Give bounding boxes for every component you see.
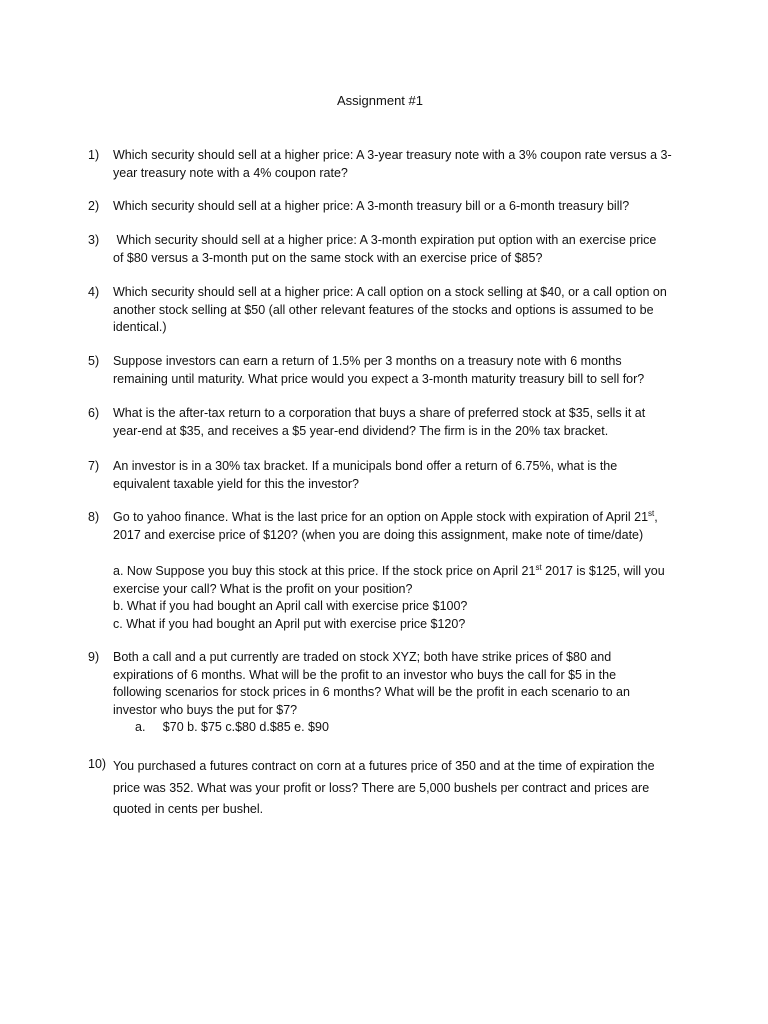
question-text bbox=[113, 353, 688, 388]
subpart-text-segment: a. Now Suppose you buy this stock at this price. If the stock price on April 21 bbox=[113, 564, 536, 578]
question-text bbox=[113, 147, 688, 182]
question-number: 2) bbox=[88, 199, 100, 213]
question-1 bbox=[88, 147, 688, 182]
question-line: of $80 versus a 3-month put on the same stock with an exercise price of $85? bbox=[113, 250, 543, 265]
question-number: 5) bbox=[88, 354, 100, 368]
question-text-segment: , bbox=[654, 510, 658, 524]
question-number: 3) bbox=[88, 233, 100, 247]
question-4 bbox=[88, 284, 688, 337]
question-line: expirations of 6 months. What will be the profit to an investor who buys the call for $5 in the bbox=[113, 667, 617, 682]
question-line: price was 352. What was your profit or loss? There are 5,000 bushels per contract and prices are bbox=[113, 780, 650, 795]
question-number: 1) bbox=[88, 148, 100, 162]
question-text bbox=[113, 756, 688, 821]
question-line: identical.) bbox=[113, 320, 167, 334]
question-line: another stock selling at $50 (all other relevant features of the stocks and options is assumed to be bbox=[113, 302, 654, 317]
question-text bbox=[113, 198, 688, 216]
superscript: st bbox=[535, 562, 542, 572]
question-text bbox=[113, 509, 688, 544]
question-text bbox=[113, 284, 688, 337]
subpart-a-line bbox=[113, 563, 683, 581]
question-line: Which security should sell at a higher price: A 3-year treasury note with a 3% coupon rate versus a 3- bbox=[113, 148, 672, 162]
question-6 bbox=[88, 405, 688, 440]
superscript: st bbox=[648, 508, 655, 518]
question-text bbox=[113, 649, 688, 737]
question-8 bbox=[88, 509, 688, 544]
question-line: Both a call and a put currently are traded on stock XYZ; both have strike prices of $80 and bbox=[113, 650, 612, 664]
scenario-list: a. $70 b. $75 c.$80 d.$85 e. $90 bbox=[135, 720, 329, 734]
question-line: An investor is in a 30% tax bracket. If a municipals bond offer a return of 6.75%, what is the bbox=[113, 459, 618, 473]
question-text-segment: Go to yahoo finance. What is the last price for an option on Apple stock with expiration of April 21 bbox=[113, 510, 649, 524]
question-line: What is the after-tax return to a corporation that buys a share of preferred stock at $35, sells it at bbox=[113, 406, 646, 420]
question-number: 6) bbox=[88, 406, 100, 420]
question-number: 10) bbox=[88, 757, 107, 771]
subpart-a-line: exercise your call? What is the profit on your position? bbox=[113, 581, 413, 596]
subpart-c: c. What if you had bought an April put with exercise price $120? bbox=[113, 616, 466, 631]
question-line: investor who buys the put for $7? bbox=[113, 702, 298, 717]
question-line: Which security should sell at a higher price: A 3-month treasury bill or a 6-month treasury bill? bbox=[113, 199, 630, 213]
question-10 bbox=[88, 756, 688, 821]
question-line: Which security should sell at a higher price: A call option on a stock selling at $40, or a call option on bbox=[113, 285, 667, 299]
question-number: 8) bbox=[88, 510, 100, 524]
question-line: Which security should sell at a higher price: A 3-month expiration put option with an exercise price bbox=[113, 233, 657, 247]
question-number: 9) bbox=[88, 650, 100, 664]
question-line: year treasury note with a 4% coupon rate? bbox=[113, 165, 348, 180]
question-3 bbox=[88, 232, 688, 267]
question-9 bbox=[88, 649, 688, 737]
question-number: 7) bbox=[88, 459, 100, 473]
question-number: 4) bbox=[88, 285, 100, 299]
question-7 bbox=[88, 458, 688, 493]
question-text bbox=[113, 405, 688, 440]
question-line: Suppose investors can earn a return of 1.5% per 3 months on a treasury note with 6 months bbox=[113, 354, 622, 368]
question-line: year-end at $35, and receives a $5 year-end dividend? The firm is in the 20% tax bracket. bbox=[113, 423, 609, 438]
question-5 bbox=[88, 353, 688, 388]
question-8-subparts bbox=[113, 563, 683, 633]
question-text bbox=[113, 458, 688, 493]
question-2 bbox=[88, 198, 688, 216]
title-text: Assignment #1 bbox=[337, 93, 423, 108]
subpart-b: b. What if you had bought an April call with exercise price $100? bbox=[113, 599, 468, 613]
question-line: You purchased a futures contract on corn at a futures price of 350 and at the time of expiration the bbox=[113, 759, 655, 773]
question-text bbox=[113, 232, 688, 267]
question-line: remaining until maturity. What price would you expect a 3-month maturity treasury bill to sell for? bbox=[113, 371, 645, 386]
subpart-text-segment: 2017 is $125, will you bbox=[541, 564, 665, 578]
question-line bbox=[113, 509, 688, 527]
question-line: quoted in cents per bushel. bbox=[113, 802, 264, 816]
page-title bbox=[0, 92, 768, 110]
question-line: 2017 and exercise price of $120? (when you are doing this assignment, make note of time/date) bbox=[113, 527, 644, 542]
question-line: equivalent taxable yield for this the investor? bbox=[113, 476, 359, 491]
question-line: following scenarios for stock prices in 6 months? What will be the profit in each scenario to an bbox=[113, 685, 630, 699]
